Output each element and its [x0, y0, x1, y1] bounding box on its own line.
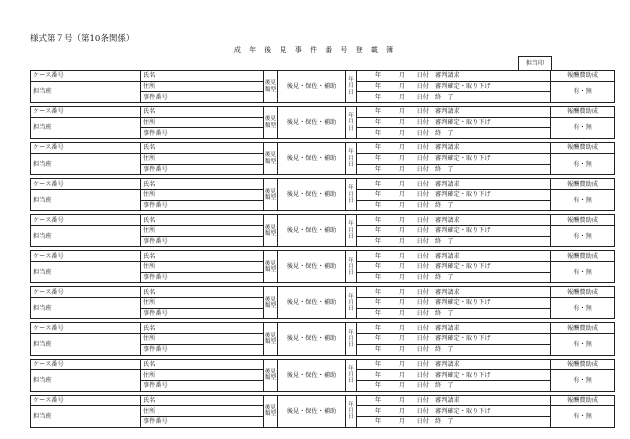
end-label: 終 了: [435, 382, 454, 390]
case-number-label: ケース番号: [31, 359, 141, 370]
case-no-label: 事件番号: [141, 380, 264, 391]
guardianship-type-label: 後見類型: [264, 287, 278, 319]
decision-date-line: 年 月 日付 審判確定・取り下げ: [357, 334, 551, 345]
decision-label: 審判確定・取り下げ: [435, 299, 491, 307]
form-code: 様式第７号（第10条関係）: [30, 34, 135, 44]
caseworker-label: 担当班: [31, 262, 141, 283]
type-options: 後見・保佐・補助: [278, 179, 346, 211]
guardianship-type-label: 後見類型: [264, 395, 278, 427]
type-options: 後見・保佐・補助: [278, 143, 346, 175]
ledger-table: [30, 70, 615, 428]
end-date-line: 年 月 日付 終 了: [357, 380, 551, 391]
type-options: 後見・保佐・補助: [278, 287, 346, 319]
caseworker-label: 担当班: [31, 406, 141, 427]
entry-row-1: [31, 323, 615, 334]
end-label: 終 了: [435, 93, 454, 101]
case-number-label: ケース番号: [31, 107, 141, 118]
end-date-line: 年 月 日付 終 了: [357, 128, 551, 139]
petition-date-line: 年 月 日付 審判請求: [357, 395, 551, 406]
case-number-label: ケース番号: [31, 215, 141, 226]
date-header-label: 年月日: [346, 323, 357, 355]
fee-subsidy-label: 報酬費助成: [551, 323, 615, 334]
decision-label: 審判確定・取り下げ: [435, 371, 491, 379]
fee-subsidy-label: 報酬費助成: [551, 287, 615, 298]
end-date-line: 年 月 日付 終 了: [357, 200, 551, 211]
decision-date-line: 年 月 日付 審判確定・取り下げ: [357, 117, 551, 128]
yes-no-option: 有・無: [551, 117, 615, 138]
end-label: 終 了: [435, 274, 454, 282]
end-date-line: 年 月 日付 終 了: [357, 308, 551, 319]
type-options: 後見・保佐・補助: [278, 251, 346, 283]
stamp-box: 担当印: [518, 56, 552, 71]
end-label: 終 了: [435, 129, 454, 137]
yes-no-option: 有・無: [551, 225, 615, 246]
case-number-label: ケース番号: [31, 179, 141, 190]
decision-label: 審判確定・取り下げ: [435, 119, 491, 127]
page-title: 成 年 後 見 事 件 番 号 登 載 簿: [233, 46, 397, 54]
petition-label: 審判請求: [435, 324, 460, 332]
caseworker-label: 担当班: [31, 298, 141, 319]
petition-date-line: 年 月 日付 審判請求: [357, 287, 551, 298]
name-label: 氏名: [141, 395, 264, 406]
case-no-label: 事件番号: [141, 92, 264, 103]
entry-row-1: [31, 71, 615, 82]
petition-label: 審判請求: [435, 180, 460, 188]
guardianship-type-label: 後見類型: [264, 179, 278, 211]
case-no-label: 事件番号: [141, 344, 264, 355]
end-date-line: 年 月 日付 終 了: [357, 416, 551, 427]
yes-no-option: 有・無: [551, 406, 615, 427]
name-label: 氏名: [141, 71, 264, 82]
petition-date-line: 年 月 日付 審判請求: [357, 323, 551, 334]
address-label: 住所: [141, 153, 264, 164]
name-label: 氏名: [141, 359, 264, 370]
petition-label: 審判請求: [435, 396, 460, 404]
yes-no-option: 有・無: [551, 189, 615, 210]
name-label: 氏名: [141, 179, 264, 190]
address-label: 住所: [141, 189, 264, 200]
end-label: 終 了: [435, 165, 454, 173]
case-number-label: ケース番号: [31, 251, 141, 262]
petition-label: 審判請求: [435, 360, 460, 368]
name-label: 氏名: [141, 143, 264, 154]
address-label: 住所: [141, 225, 264, 236]
yes-no-option: 有・無: [551, 153, 615, 174]
date-header-label: 年月日: [346, 359, 357, 391]
petition-label: 審判請求: [435, 72, 460, 80]
end-date-line: 年 月 日付 終 了: [357, 272, 551, 283]
petition-date-line: 年 月 日付 審判請求: [357, 107, 551, 118]
case-number-label: ケース番号: [31, 287, 141, 298]
petition-label: 審判請求: [435, 144, 460, 152]
guardianship-type-label: 後見類型: [264, 323, 278, 355]
decision-label: 審判確定・取り下げ: [435, 227, 491, 235]
caseworker-label: 担当班: [31, 189, 141, 210]
yes-no-option: 有・無: [551, 334, 615, 355]
entry-row-1: [31, 251, 615, 262]
fee-subsidy-label: 報酬費助成: [551, 359, 615, 370]
type-options: 後見・保佐・補助: [278, 359, 346, 391]
date-header-label: 年月日: [346, 143, 357, 175]
petition-date-line: 年 月 日付 審判請求: [357, 251, 551, 262]
yes-no-option: 有・無: [551, 298, 615, 319]
name-label: 氏名: [141, 287, 264, 298]
date-header-label: 年月日: [346, 395, 357, 427]
petition-date-line: 年 月 日付 審判請求: [357, 359, 551, 370]
decision-date-line: 年 月 日付 審判確定・取り下げ: [357, 262, 551, 273]
fee-subsidy-label: 報酬費助成: [551, 71, 615, 82]
petition-date-line: 年 月 日付 審判請求: [357, 71, 551, 82]
entry-row-1: [31, 143, 615, 154]
address-label: 住所: [141, 298, 264, 309]
caseworker-label: 担当班: [31, 370, 141, 391]
address-label: 住所: [141, 117, 264, 128]
case-number-label: ケース番号: [31, 143, 141, 154]
decision-label: 審判確定・取り下げ: [435, 335, 491, 343]
decision-date-line: 年 月 日付 審判確定・取り下げ: [357, 81, 551, 92]
date-header-label: 年月日: [346, 215, 357, 247]
caseworker-label: 担当班: [31, 153, 141, 174]
fee-subsidy-label: 報酬費助成: [551, 179, 615, 190]
entry-row-1: [31, 179, 615, 190]
petition-label: 審判請求: [435, 216, 460, 224]
type-options: 後見・保佐・補助: [278, 323, 346, 355]
end-date-line: 年 月 日付 終 了: [357, 164, 551, 175]
guardianship-type-label: 後見類型: [264, 359, 278, 391]
decision-label: 審判確定・取り下げ: [435, 155, 491, 163]
date-header-label: 年月日: [346, 71, 357, 103]
case-number-label: ケース番号: [31, 323, 141, 334]
guardianship-type-label: 後見類型: [264, 143, 278, 175]
end-label: 終 了: [435, 201, 454, 209]
type-options: 後見・保佐・補助: [278, 395, 346, 427]
address-label: 住所: [141, 370, 264, 381]
case-no-label: 事件番号: [141, 200, 264, 211]
petition-label: 審判請求: [435, 288, 460, 296]
address-label: 住所: [141, 81, 264, 92]
decision-date-line: 年 月 日付 審判確定・取り下げ: [357, 225, 551, 236]
decision-label: 審判確定・取り下げ: [435, 263, 491, 271]
decision-date-line: 年 月 日付 審判確定・取り下げ: [357, 189, 551, 200]
name-label: 氏名: [141, 215, 264, 226]
type-options: 後見・保佐・補助: [278, 71, 346, 103]
name-label: 氏名: [141, 107, 264, 118]
end-date-line: 年 月 日付 終 了: [357, 344, 551, 355]
fee-subsidy-label: 報酬費助成: [551, 143, 615, 154]
guardianship-type-label: 後見類型: [264, 107, 278, 139]
caseworker-label: 担当班: [31, 334, 141, 355]
case-number-label: ケース番号: [31, 71, 141, 82]
entry-row-1: [31, 395, 615, 406]
end-date-line: 年 月 日付 終 了: [357, 92, 551, 103]
petition-date-line: 年 月 日付 審判請求: [357, 143, 551, 154]
entry-row-1: [31, 287, 615, 298]
caseworker-label: 担当班: [31, 117, 141, 138]
address-label: 住所: [141, 262, 264, 273]
end-label: 終 了: [435, 418, 454, 426]
case-no-label: 事件番号: [141, 236, 264, 247]
decision-date-line: 年 月 日付 審判確定・取り下げ: [357, 370, 551, 381]
fee-subsidy-label: 報酬費助成: [551, 107, 615, 118]
decision-date-line: 年 月 日付 審判確定・取り下げ: [357, 298, 551, 309]
decision-date-line: 年 月 日付 審判確定・取り下げ: [357, 406, 551, 417]
fee-subsidy-label: 報酬費助成: [551, 395, 615, 406]
guardianship-type-label: 後見類型: [264, 71, 278, 103]
date-header-label: 年月日: [346, 179, 357, 211]
address-label: 住所: [141, 406, 264, 417]
case-no-label: 事件番号: [141, 416, 264, 427]
name-label: 氏名: [141, 251, 264, 262]
guardianship-type-label: 後見類型: [264, 215, 278, 247]
petition-date-line: 年 月 日付 審判請求: [357, 179, 551, 190]
fee-subsidy-label: 報酬費助成: [551, 215, 615, 226]
yes-no-option: 有・無: [551, 262, 615, 283]
guardianship-type-label: 後見類型: [264, 251, 278, 283]
end-label: 終 了: [435, 237, 454, 245]
fee-subsidy-label: 報酬費助成: [551, 251, 615, 262]
decision-label: 審判確定・取り下げ: [435, 191, 491, 199]
yes-no-option: 有・無: [551, 81, 615, 102]
decision-label: 審判確定・取り下げ: [435, 83, 491, 91]
entry-row-1: [31, 107, 615, 118]
end-label: 終 了: [435, 346, 454, 354]
type-options: 後見・保佐・補助: [278, 215, 346, 247]
decision-label: 審判確定・取り下げ: [435, 407, 491, 415]
name-label: 氏名: [141, 323, 264, 334]
case-no-label: 事件番号: [141, 272, 264, 283]
date-header-label: 年月日: [346, 251, 357, 283]
yes-no-option: 有・無: [551, 370, 615, 391]
case-number-label: ケース番号: [31, 395, 141, 406]
caseworker-label: 担当班: [31, 225, 141, 246]
date-header-label: 年月日: [346, 107, 357, 139]
case-no-label: 事件番号: [141, 164, 264, 175]
case-no-label: 事件番号: [141, 128, 264, 139]
petition-label: 審判請求: [435, 108, 460, 116]
case-no-label: 事件番号: [141, 308, 264, 319]
caseworker-label: 担当班: [31, 81, 141, 102]
type-options: 後見・保佐・補助: [278, 107, 346, 139]
entry-row-1: [31, 215, 615, 226]
end-date-line: 年 月 日付 終 了: [357, 236, 551, 247]
end-label: 終 了: [435, 310, 454, 318]
petition-label: 審判請求: [435, 252, 460, 260]
address-label: 住所: [141, 334, 264, 345]
date-header-label: 年月日: [346, 287, 357, 319]
petition-date-line: 年 月 日付 審判請求: [357, 215, 551, 226]
entry-row-1: [31, 359, 615, 370]
decision-date-line: 年 月 日付 審判確定・取り下げ: [357, 153, 551, 164]
